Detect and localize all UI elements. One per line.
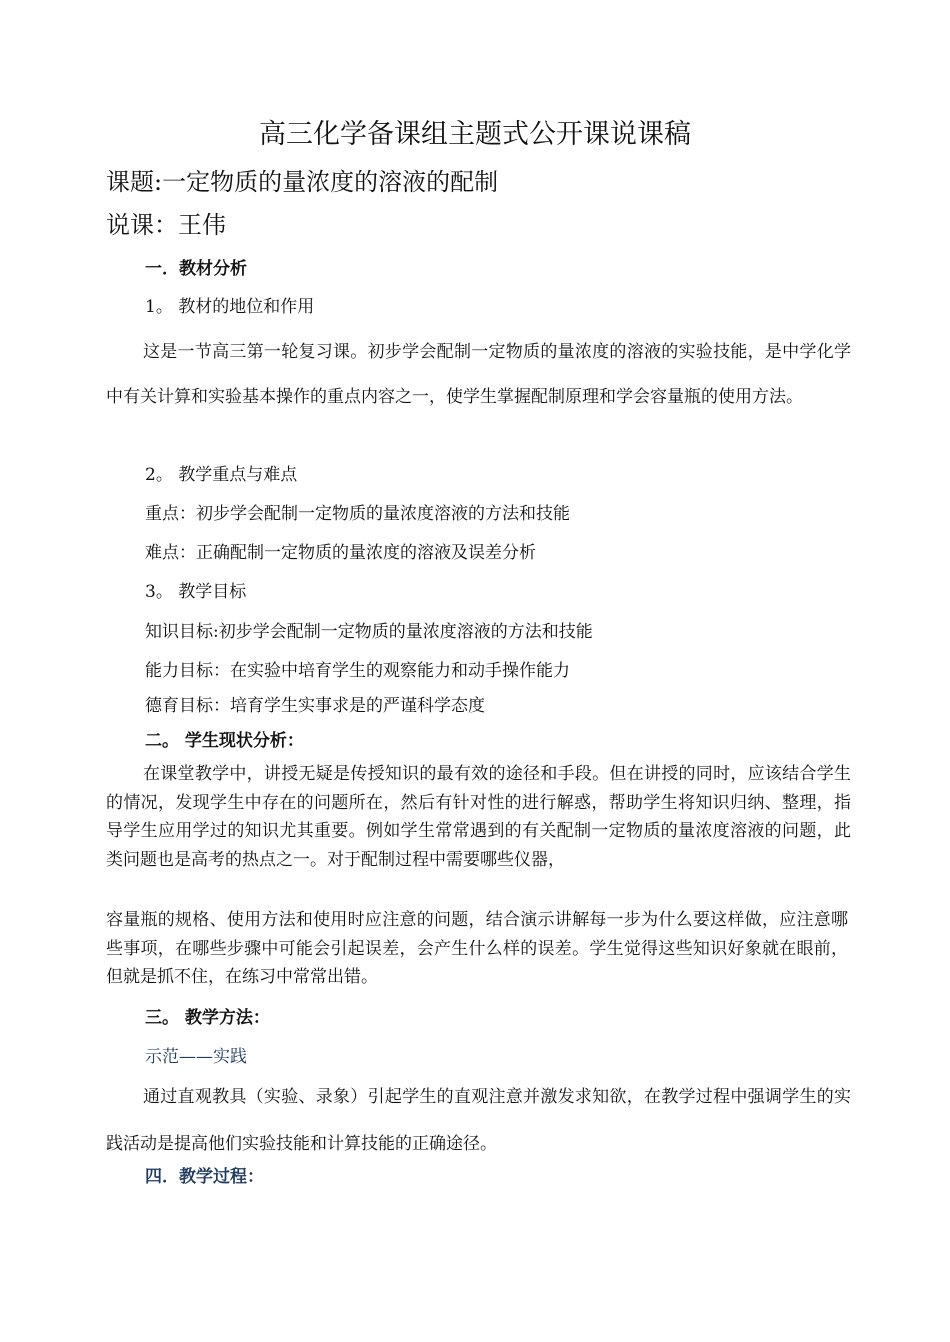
teaching-method-name: 示范——实践 [145,1047,247,1067]
section-heading-teaching-method: 三。 教学方法： [145,1008,270,1028]
subheading-teaching-goals: 3。 教学目标 [145,582,247,602]
subheading-key-difficult-points: 2。 教学重点与难点 [145,465,298,485]
ability-goal: 能力目标：在实验中培育学生的观察能力和动手操作能力 [145,661,570,681]
document-title: 高三化学备课组主题式公开课说课稿 [259,119,691,150]
difficult-point-text: 难点：正确配制一定物质的量浓度的溶液及误差分析 [145,543,536,563]
section-heading-student-analysis: 二。 学生现状分析： [145,731,304,751]
paragraph-teaching-method: 通过直观教具（实验、录象）引起学生的直观注意并激发求知欲，在教学过程中强调学生的实践活动是提高他们实验技能和计算技能的正确途径。 [106,1087,851,1154]
moral-goal: 德育目标：培育学生实事求是的严谨科学态度 [145,696,485,716]
subheading-position-role: 1。 教材的地位和作用 [145,297,315,317]
key-point-text: 重点：初步学会配制一定物质的量浓度溶液的方法和技能 [145,504,570,524]
paragraph-student-analysis-continued: 容量瓶的规格、使用方法和使用时应注意的问题，结合演示讲解每一步为什么要这样做，应注意哪些事项，在哪些步骤中可能会引起误差，会产生什么样的误差。学生觉得这些知识好象就在眼前，但就是抓不住，在练习中常常出错。 [106,910,848,987]
section-heading-teaching-process: 四．教学过程： [145,1167,264,1187]
speaker: 说课：王伟 [106,211,226,239]
lesson-subject: 课题:一定物质的量浓度的溶液的配制 [106,168,499,196]
knowledge-goal: 知识目标:初步学会配制一定物质的量浓度溶液的方法和技能 [145,622,593,642]
paragraph-student-analysis: 在课堂教学中，讲授无疑是传授知识的最有效的途径和手段。但在讲授的同时，应该结合学生的情况，发现学生中存在的问题所在，然后有针对性的进行解惑，帮助学生将知识归纳、整理，指导学生应用学过的知识尤其重要。例如学生常常遇到的有关配制一定物质的量浓度溶液的问题，此类问题也是高考的热点之一。对于配制过程中需要哪些仪器， [106,764,851,870]
paragraph-position-role: 这是一节高三第一轮复习课。初步学会配制一定物质的量浓度的溶液的实验技能，是中学化学中有关计算和实验基本操作的重点内容之一，使学生掌握配制原理和学会容量瓶的使用方法。 [106,342,851,407]
section-heading-textbook-analysis: 一．教材分析 [145,259,247,279]
